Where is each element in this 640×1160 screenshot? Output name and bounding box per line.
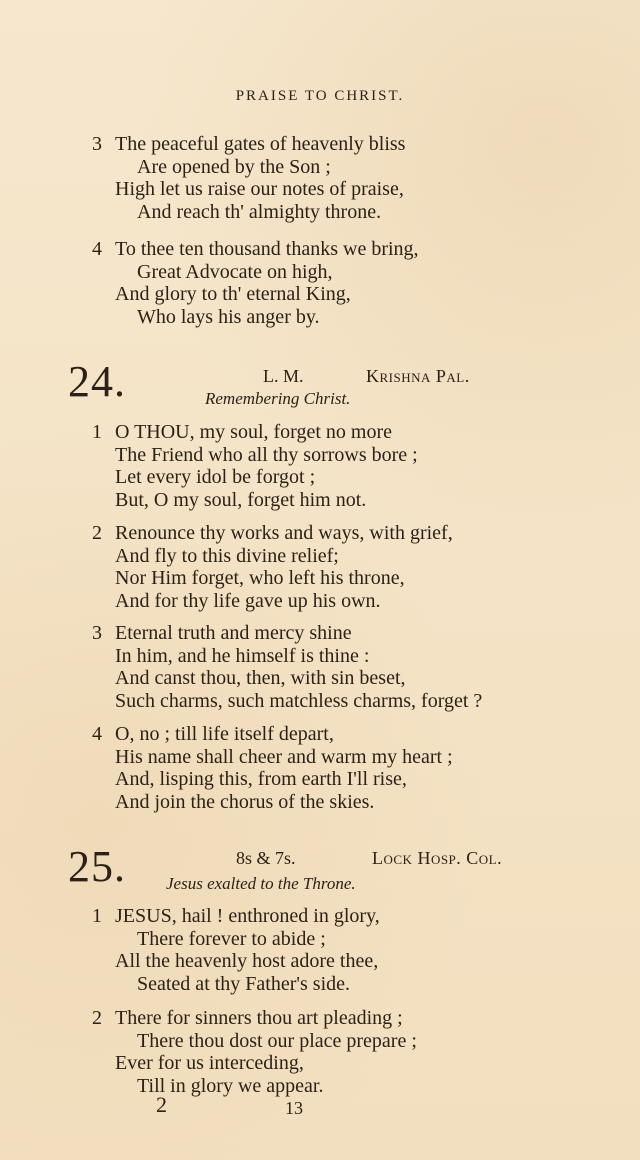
verse-line: The peaceful gates of heavenly bliss	[115, 133, 406, 155]
verse-line: And join the chorus of the skies.	[115, 791, 375, 813]
verse-number: 1	[92, 905, 102, 927]
verse-line: The Friend who all thy sorrows bore ;	[115, 444, 418, 466]
verse-line: And reach th' almighty throne.	[137, 201, 382, 223]
verse-line: Eternal truth and mercy shine	[115, 622, 352, 644]
hymn-tune: Krishna Pal.	[366, 366, 470, 386]
verse-line: His name shall cheer and warm my heart ;	[115, 746, 453, 768]
verse-line: Nor Him forget, who left his throne,	[115, 567, 405, 589]
verse-line: Let every idol be forgot ;	[115, 466, 316, 488]
verse-number: 2	[92, 522, 102, 544]
verse-line: And for thy life gave up his own.	[115, 590, 381, 612]
verse-number: 3	[92, 133, 102, 155]
page-number: 13	[285, 1098, 303, 1118]
verse-line: High let us raise our notes of praise,	[115, 178, 404, 200]
verse-number: 4	[92, 238, 102, 260]
verse-line: There for sinners thou art pleading ;	[115, 1007, 403, 1029]
verse-line: There forever to abide ;	[137, 928, 326, 950]
verse-number: 2	[92, 1007, 102, 1029]
verse-line: Are opened by the Son ;	[137, 156, 331, 178]
hymn-number: 25.	[68, 842, 126, 891]
verse-line: And fly to this divine relief;	[115, 545, 339, 567]
verse-line: All the heavenly host adore thee,	[115, 950, 379, 972]
verse-line: Till in glory we appear.	[137, 1075, 324, 1097]
running-head: PRAISE TO CHRIST.	[235, 88, 405, 104]
verse-number: 4	[92, 723, 102, 745]
verse-line: Seated at thy Father's side.	[137, 973, 350, 995]
verse-line: To thee ten thousand thanks we bring,	[115, 238, 419, 260]
verse-line: And, lisping this, from earth I'll rise,	[115, 768, 407, 790]
verse-line: But, O my soul, forget him not.	[115, 489, 367, 511]
verse-line: Great Advocate on high,	[137, 261, 333, 283]
verse-number: 3	[92, 622, 102, 644]
verse-line: Such charms, such matchless charms, forget ?	[115, 690, 483, 712]
verse-line: JESUS, hail ! enthroned in glory,	[115, 905, 380, 927]
hymn-tune: Lock Hosp. Col.	[372, 848, 503, 868]
hymn-meter: L. M.	[263, 366, 304, 386]
verse-line: Who lays his anger by.	[137, 306, 320, 328]
hymn-subtitle: Jesus exalted to the Throne.	[166, 874, 356, 893]
hymn-subtitle: Remembering Christ.	[205, 389, 351, 408]
verse-line: O THOU, my soul, forget no more	[115, 421, 393, 443]
verse-line: There thou dost our place prepare ;	[137, 1030, 417, 1052]
verse-line: Ever for us interceding,	[115, 1052, 304, 1074]
verse-number: 1	[92, 421, 102, 443]
verse-line: And glory to th' eternal King,	[115, 283, 351, 305]
signature-mark: 2	[156, 1092, 167, 1117]
verse-line: Renounce thy works and ways, with grief,	[115, 522, 453, 544]
hymn-number: 24.	[68, 357, 126, 406]
verse-line: In him, and he himself is thine :	[115, 645, 370, 667]
verse-line: And canst thou, then, with sin beset,	[115, 667, 406, 689]
verse-line: O, no ; till life itself depart,	[115, 723, 334, 745]
hymn-meter: 8s & 7s.	[236, 848, 296, 868]
